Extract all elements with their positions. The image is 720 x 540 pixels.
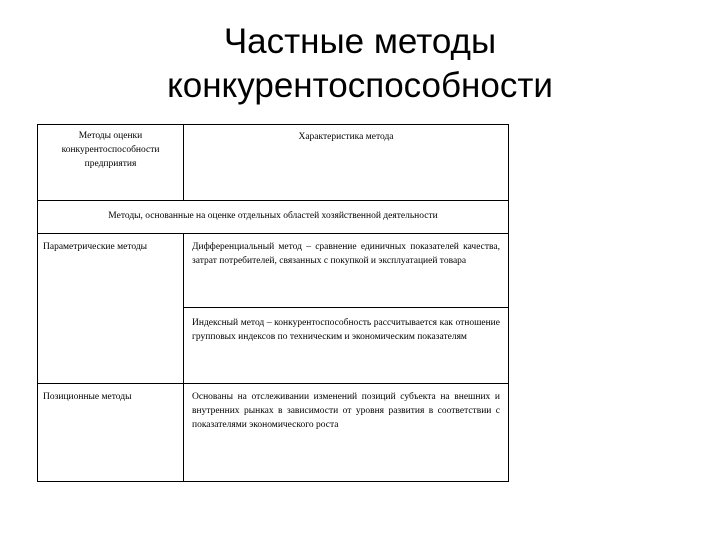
header-methods-column: Методы оценки конкурентоспособности предприятия bbox=[38, 125, 184, 200]
description-index-method: Индексный метод – конкурентоспособность рассчитывается как отношение групповых индексов по техническим и экономическим показателям bbox=[184, 308, 508, 384]
method-parametric: Параметрические методы bbox=[38, 234, 184, 384]
slide-title bbox=[100, 20, 620, 108]
method-positional: Позиционные методы bbox=[38, 384, 184, 481]
description-positional-method: Основаны на отслеживании изменений позиций субъекта на внешних и внутренних рынках в зависимости от уровня развития в соответствии с показателями экономического роста bbox=[192, 392, 500, 430]
methods-table bbox=[37, 124, 509, 482]
slide-title-line-2: конкурентоспособности bbox=[167, 66, 553, 105]
section-heading-row: Методы, основанные на оценке отдельных областей хозяйственной деятельности bbox=[38, 200, 508, 234]
description-differential-method: Дифференциальный метод – сравнение единичных показателей качества, затрат потребителей, связанных с покупкой и эксплуатацией товара bbox=[184, 234, 508, 308]
slide-title-line-1: Частные методы bbox=[223, 22, 497, 61]
header-characteristic-column: Характеристика метода bbox=[298, 132, 394, 142]
